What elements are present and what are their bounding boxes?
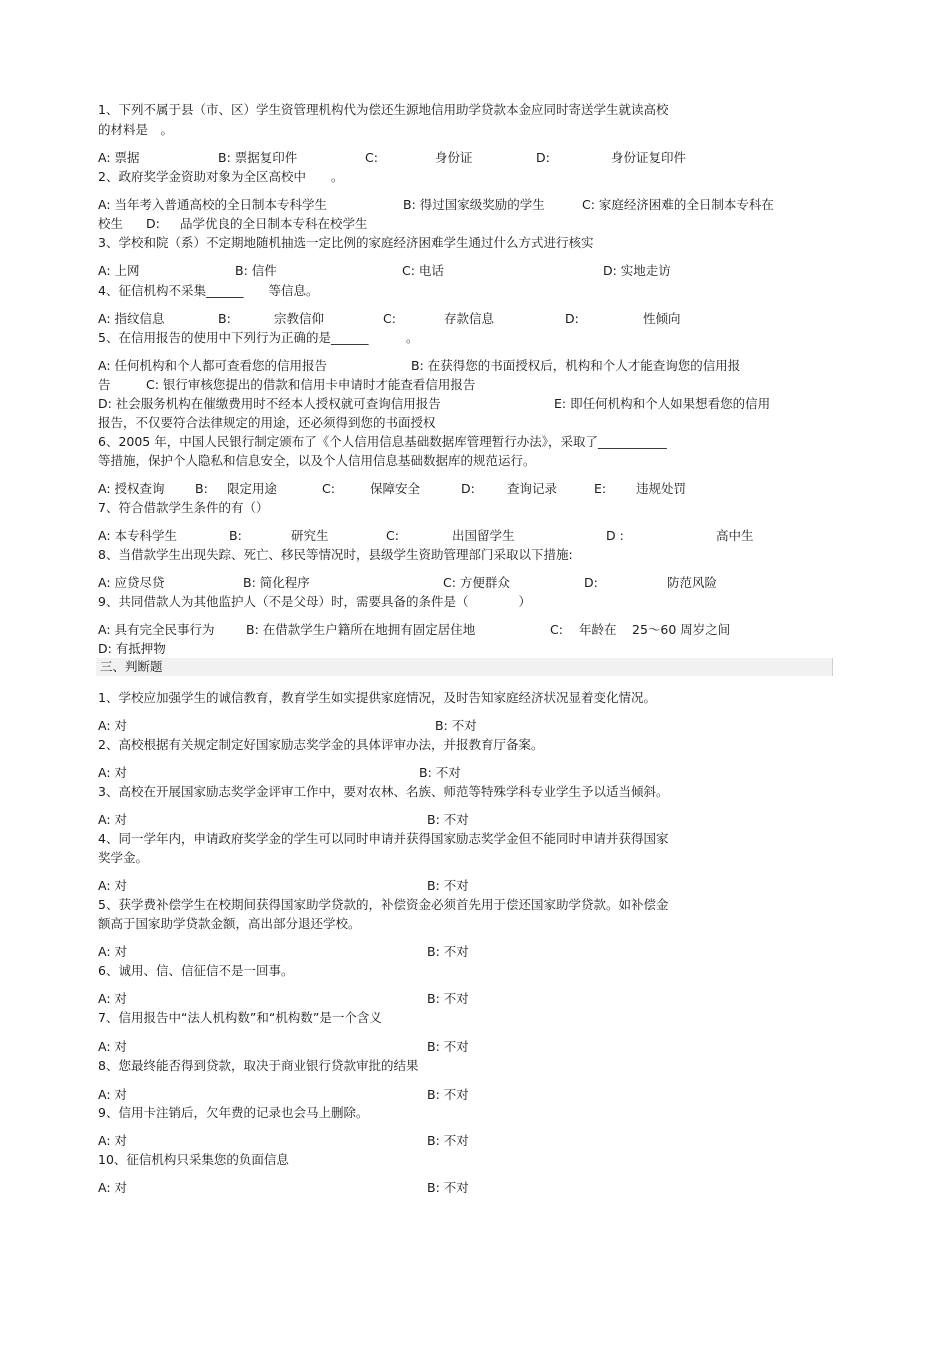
question-text: 2、政府奖学金资助对象为全区高校中 。 xyxy=(98,169,344,184)
section-title: 三、判断题 xyxy=(100,659,163,674)
section-header xyxy=(96,658,833,676)
question-text: 5、获学费补偿学生在校期间获得国家助学贷款的，补偿资金必须首先用于偿还国家助学贷款。如补偿金 xyxy=(98,897,669,912)
option-a: A: 对 xyxy=(98,944,128,959)
option-a: A: 任何机构和个人都可查看您的信用报告 xyxy=(98,358,328,373)
option-b: B: 信件 xyxy=(235,263,277,278)
option-c: C: 家庭经济困难的全日制本专科在 xyxy=(582,197,774,212)
option-a: A: 对 xyxy=(98,812,128,827)
option-b-text: 宗教信仰 xyxy=(274,311,325,326)
option-c: C: 电话 xyxy=(402,263,444,278)
option-b: B: 不对 xyxy=(427,1180,469,1195)
question-text: 7、信用报告中“法人机构数”和“机构数”是一个含义 xyxy=(98,1010,382,1025)
option-a: A: 票据 xyxy=(98,150,140,165)
option-d-label: D: xyxy=(146,216,160,231)
option-d: D: 社会服务机构在催缴费用时不经本人授权就可查询信用报告 xyxy=(98,396,441,411)
option-b-continued: 告 xyxy=(98,377,111,392)
option-a: A: 对 xyxy=(98,1133,128,1148)
option-b: B: 不对 xyxy=(427,1087,469,1102)
option-d-text: 高中生 xyxy=(716,528,754,543)
option-d-text: 品学优良的全日制本专科在校学生 xyxy=(180,216,368,231)
option-b: B: 不对 xyxy=(419,765,461,780)
question-text: 3、高校在开展国家励志奖学金评审工作中，要对农林、名族、师范等特殊学科专业学生予以适当倾斜。 xyxy=(98,784,669,799)
option-a: A: 指纹信息 xyxy=(98,311,165,326)
option-d-text: 身份证复印件 xyxy=(611,150,687,165)
option-b: B: 票据复印件 xyxy=(218,150,298,165)
option-d-label: D: xyxy=(565,311,579,326)
option-c-text: 出国留学生 xyxy=(452,528,515,543)
option-b: B: 不对 xyxy=(435,718,477,733)
option-a: A: 本专科学生 xyxy=(98,528,178,543)
option-c-label: C: xyxy=(383,311,396,326)
option-d-label: D: xyxy=(461,481,475,496)
question-text: 1、下列不属于县（市、区）学生资管理机构代为偿还生源地信用助学贷款本金应同时寄送学生就读高校 xyxy=(98,102,669,117)
option-b-label: B: xyxy=(195,481,208,496)
option-c-continued: 校生 xyxy=(98,216,124,231)
question-text: 10、征信机构只采集您的负面信息 xyxy=(98,1152,289,1167)
question-text: 9、共同借款人为其他监护人（不是父母）时，需要具备的条件是（ ） xyxy=(98,594,531,609)
option-a: A: 当年考入普通高校的全日制本专科学生 xyxy=(98,197,328,212)
question-text: 等措施，保护个人隐私和信息安全，以及个人信用信息基础数据库的规范运行。 xyxy=(98,453,536,468)
option-d-text: 防范风险 xyxy=(667,575,718,590)
option-a: A: 对 xyxy=(98,765,128,780)
option-e-continued: 报告，不仅要符合法律规定的用途，还必须得到您的书面授权 xyxy=(98,415,436,430)
question-text: 8、您最终能否得到贷款，取决于商业银行贷款审批的结果 xyxy=(98,1058,419,1073)
option-a: A: 对 xyxy=(98,1180,128,1195)
question-text: 奖学金。 xyxy=(98,850,149,865)
option-c: C: 银行审核您提出的借款和信用卡申请时才能查看信用报告 xyxy=(146,377,476,392)
question-text: 6、2005 年，中国人民银行制定颁布了《个人信用信息基础数据库管理暂行办法》，采取了___________ xyxy=(98,434,667,449)
option-a: A: 应贷尽贷 xyxy=(98,575,165,590)
option-c-range: 25～60 周岁之间 xyxy=(632,622,731,637)
option-d-text: 性倾向 xyxy=(643,311,681,326)
option-d-label: D: xyxy=(536,150,550,165)
option-b: B: 在借款学生户籍所在地拥有固定居住地 xyxy=(246,622,476,637)
option-c-label: C: xyxy=(365,150,378,165)
question-text: 8、当借款学生出现失踪、死亡、移民等情况时，县级学生资助管理部门采取以下措施: xyxy=(98,547,573,562)
option-a: A: 对 xyxy=(98,1087,128,1102)
question-text: 2、高校根据有关规定制定好国家励志奖学金的具体评审办法，并报教育厅备案。 xyxy=(98,737,544,752)
option-c-text: 保障安全 xyxy=(370,481,421,496)
question-text: 9、信用卡注销后，欠年费的记录也会马上删除。 xyxy=(98,1105,369,1120)
option-c-label: C: xyxy=(386,528,399,543)
option-d-label: D: xyxy=(584,575,598,590)
option-c-label: C: xyxy=(550,622,563,637)
question-text: 的材料是 。 xyxy=(98,122,174,137)
option-b: B: 不对 xyxy=(427,944,469,959)
option-b: B: 不对 xyxy=(427,812,469,827)
question-text: 4、同一学年内，申请政府奖学金的学生可以同时申请并获得国家励志奖学金但不能同时申请并获得国家 xyxy=(98,831,669,846)
question-text: 3、学校和院（系）不定期地随机抽选一定比例的家庭经济困难学生通过什么方式进行核实 xyxy=(98,235,594,250)
option-b: B: 不对 xyxy=(427,1133,469,1148)
option-e-label: E: xyxy=(594,481,607,496)
option-a: A: 授权查询 xyxy=(98,481,165,496)
option-b-text: 研究生 xyxy=(291,528,329,543)
option-b-text: 限定用途 xyxy=(227,481,278,496)
option-d-label: D : xyxy=(606,528,624,543)
option-e-text: 违规处罚 xyxy=(636,481,687,496)
option-c-text: 身份证 xyxy=(435,150,473,165)
option-a: A: 对 xyxy=(98,878,128,893)
option-b: B: 简化程序 xyxy=(243,575,310,590)
option-b-label: B: xyxy=(229,528,242,543)
option-a: A: 对 xyxy=(98,991,128,1006)
option-d: D: 有抵押物 xyxy=(98,641,166,656)
question-text: 5、在信用报告的使用中下列行为正确的是______ 。 xyxy=(98,330,419,345)
option-b: B: 不对 xyxy=(427,1039,469,1054)
option-b: B: 不对 xyxy=(427,878,469,893)
option-b: B: 得过国家级奖励的学生 xyxy=(403,197,545,212)
question-text: 1、学校应加强学生的诚信教育，教育学生如实提供家庭情况，及时告知家庭经济状况显着变化情况。 xyxy=(98,690,656,705)
option-e: E: 即任何机构和个人如果想看您的信用 xyxy=(554,396,771,411)
option-a: A: 上网 xyxy=(98,263,140,278)
option-b-label: B: xyxy=(218,311,231,326)
option-c-text: 年龄在 xyxy=(579,622,617,637)
question-text: 7、符合借款学生条件的有（） xyxy=(98,500,269,515)
option-c: C: 方便群众 xyxy=(443,575,510,590)
option-a: A: 对 xyxy=(98,718,128,733)
option-c-text: 存款信息 xyxy=(444,311,495,326)
option-b: B: 在获得您的书面授权后，机构和个人才能查询您的信用报 xyxy=(411,358,741,373)
option-d-text: 查询记录 xyxy=(507,481,558,496)
option-b: B: 不对 xyxy=(427,991,469,1006)
option-d: D: 实地走访 xyxy=(603,263,671,278)
question-text: 6、诚用、信、信征信不是一回事。 xyxy=(98,963,294,978)
option-a: A: 对 xyxy=(98,1039,128,1054)
question-text: 额高于国家助学贷款金额，高出部分退还学校。 xyxy=(98,916,361,931)
option-c-label: C: xyxy=(322,481,335,496)
option-a: A: 具有完全民事行为 xyxy=(98,622,215,637)
question-text: 4、征信机构不采集______ 等信息。 xyxy=(98,283,319,298)
